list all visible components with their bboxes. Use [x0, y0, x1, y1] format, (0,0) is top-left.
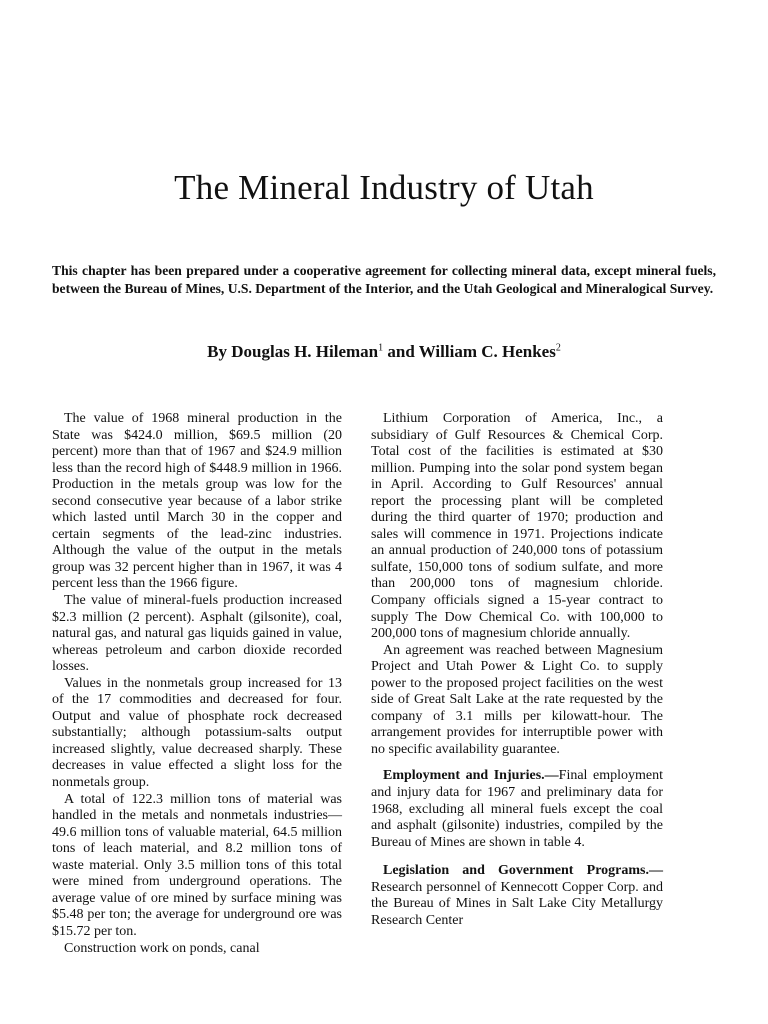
legislation-section — [371, 863, 663, 929]
author-byline — [0, 342, 768, 362]
left-paragraph-2: The value of mineral-fuels production increased $2.3 million (2 percent). Asphalt (gilsonite), coal, natural gas, and natural gas liquids gained in value, whereas petroleum and carbon dioxide recorded losses. — [52, 593, 342, 675]
left-paragraph-3: Values in the nonmetals group increased for 13 of the 17 commodities and decreased for four. Output and value of phosphate rock decreased substantially; although potassium-salts output increased slightly, value decreased sharply. These decreases in value effected a slight loss for the nonmetals group. — [52, 675, 342, 791]
left-column — [52, 411, 342, 957]
left-paragraph-1: The value of 1968 mineral production in the State was $424.0 million, $69.5 million (20 percent) more than that of 1967 and $24.9 million less than the record high of $448.9 million in 1966. Production in the metals group was low for the second consecutive year because of a labor strike which lasted until March 30 in the copper and certain segments of the lead-zinc industries. Although the value of the output in the metals group was 32 percent higher than in 1967, it was 4 percent less than the 1966 figure. — [52, 411, 342, 592]
footnote-marker-2: 2 — [555, 342, 561, 354]
left-paragraph-5: Construction work on ponds, canal — [64, 940, 260, 956]
footnote-marker-1: 1 — [378, 342, 384, 354]
legislation-heading: Legislation and Government Programs.— — [383, 863, 663, 879]
right-paragraph-2: An agreement was reached between Magnesium Project and Utah Power & Light Co. to supply power to the proposed project facilities on the west side of Great Salt Lake at the rate requested by the company of 3.1 mills per kilowatt-hour. The arrangement provides for interruptible power with no specific availability guarantee. — [371, 642, 663, 757]
employment-section — [371, 768, 663, 851]
page-title: The Mineral Industry of Utah — [174, 168, 594, 207]
right-column — [371, 411, 663, 929]
legislation-text: Research personnel of Kennecott Copper Corp. and the Bureau of Mines in Salt Lake City Metallurgy Research Center — [371, 879, 663, 928]
intro-paragraph: This chapter has been prepared under a cooperative agreement for collecting mineral data, except mineral fuels, between the Bureau of Mines, U.S. Department of the Interior, and the Utah Geological and Mineralogical Survey. — [52, 263, 716, 296]
employment-heading: Employment and Injuries.— — [383, 768, 559, 784]
employment-text: Final employment and injury data for 1967 and preliminary data for 1968, excluding all mineral fuels except the coal and asphalt (gilsonite) industries, compiled by the Bureau of Mines are shown in table 4. — [371, 768, 663, 850]
left-paragraph-4: A total of 122.3 million tons of material was handled in the metals and nonmetals industries—49.6 million tons of valuable material, 64.5 million tons of leach material, and 8.2 million tons of waste material. Only 3.5 million tons of this total were mined from underground operations. The average value of ore mined by surface mining was $5.48 per ton; the average for underground ore was $15.72 per ton. — [52, 791, 342, 939]
byline-author-1: By Douglas H. Hileman — [207, 342, 379, 361]
byline-author-2: and William C. Henkes — [383, 342, 556, 361]
right-paragraph-1: Lithium Corporation of America, Inc., a subsidiary of Gulf Resources & Chemical Corp. Total cost of the facilities is estimated at $30 million. Pumping into the solar pond system began in April. According to Gulf Resources' annual report the processing plant will be completed during the third quarter of 1970; production and sales will commence in 1971. Projections indicate an annual production of 240,000 tons of potassium sulfate, 150,000 tons of sodium sulfate, and more than 200,000 tons of magnesium chloride. Company officials signed a 15-year contract to supply The Dow Chemical Co. with 100,000 to 200,000 tons of magnesium chloride annually. — [371, 411, 663, 642]
